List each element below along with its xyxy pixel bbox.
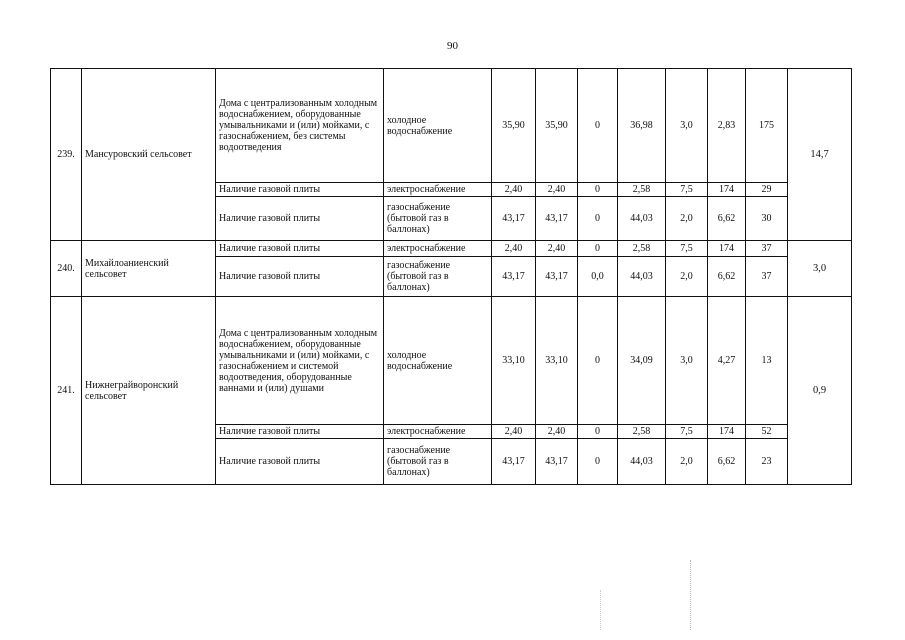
total-value: 14,7 [788,69,852,241]
value-cell: 23 [746,439,788,485]
service-type: электроснабжение [384,183,492,197]
value-cell: 52 [746,425,788,439]
value-cell: 2,40 [536,425,578,439]
table-row [51,241,852,257]
value-cell: 2,0 [666,197,708,241]
value-cell: 2,58 [618,183,666,197]
service-type: электроснабжение [384,241,492,257]
value-cell: 7,5 [666,425,708,439]
value-cell: 13 [746,297,788,425]
value-cell: 2,83 [708,69,746,183]
value-cell: 2,40 [492,241,536,257]
service-type: газоснабжение (бытовой газ в баллонах) [384,197,492,241]
value-cell: 0 [578,197,618,241]
value-cell: 0 [578,297,618,425]
housing-description: Наличие газовой плиты [216,257,384,297]
value-cell: 37 [746,241,788,257]
value-cell: 2,40 [536,241,578,257]
value-cell: 33,10 [492,297,536,425]
value-cell: 3,0 [666,69,708,183]
table-row [51,297,852,425]
service-type: холодное водоснабжение [384,297,492,425]
value-cell: 29 [746,183,788,197]
settlement-name: Мансуровский сельсовет [82,69,216,241]
value-cell: 43,17 [536,197,578,241]
row-number: 239. [51,69,82,241]
housing-description: Наличие газовой плиты [216,439,384,485]
table-row [51,69,852,183]
tariff-table [50,68,852,485]
service-type: электроснабжение [384,425,492,439]
value-cell: 44,03 [618,197,666,241]
row-number: 241. [51,297,82,485]
value-cell: 4,27 [708,297,746,425]
value-cell: 30 [746,197,788,241]
service-type: холодное водоснабжение [384,69,492,183]
value-cell: 43,17 [492,197,536,241]
row-number: 240. [51,241,82,297]
value-cell: 2,40 [492,425,536,439]
value-cell: 6,62 [708,439,746,485]
total-value: 0,9 [788,297,852,485]
settlement-name: Михайлоаниенский сельсовет [82,241,216,297]
value-cell: 43,17 [492,257,536,297]
value-cell: 0 [578,69,618,183]
scan-artifact [690,560,692,630]
value-cell: 2,0 [666,439,708,485]
value-cell: 2,40 [536,183,578,197]
value-cell: 174 [708,425,746,439]
value-cell: 0 [578,183,618,197]
value-cell: 33,10 [536,297,578,425]
value-cell: 43,17 [492,439,536,485]
housing-description: Наличие газовой плиты [216,425,384,439]
housing-description: Наличие газовой плиты [216,241,384,257]
value-cell: 35,90 [536,69,578,183]
value-cell: 43,17 [536,439,578,485]
value-cell: 2,58 [618,425,666,439]
value-cell: 43,17 [536,257,578,297]
value-cell: 2,40 [492,183,536,197]
value-cell: 3,0 [666,297,708,425]
value-cell: 0,0 [578,257,618,297]
value-cell: 36,98 [618,69,666,183]
value-cell: 6,62 [708,197,746,241]
value-cell: 0 [578,241,618,257]
value-cell: 44,03 [618,257,666,297]
value-cell: 174 [708,241,746,257]
scan-artifact [600,590,602,630]
value-cell: 34,09 [618,297,666,425]
page-number: 90 [447,40,458,52]
value-cell: 6,62 [708,257,746,297]
value-cell: 174 [708,183,746,197]
settlement-name: Нижнеграйворонский сельсовет [82,297,216,485]
value-cell: 0 [578,439,618,485]
service-type: газоснабжение (бытовой газ в баллонах) [384,439,492,485]
value-cell: 35,90 [492,69,536,183]
housing-description: Дома с централизованным холодным водоснабжением, оборудованные умывальниками и (или) мойками, с газоснабжением, без системы водоотведения [216,69,384,183]
housing-description: Наличие газовой плиты [216,183,384,197]
value-cell: 37 [746,257,788,297]
value-cell: 2,0 [666,257,708,297]
housing-description: Наличие газовой плиты [216,197,384,241]
value-cell: 44,03 [618,439,666,485]
value-cell: 7,5 [666,183,708,197]
value-cell: 175 [746,69,788,183]
value-cell: 2,58 [618,241,666,257]
total-value: 3,0 [788,241,852,297]
service-type: газоснабжение (бытовой газ в баллонах) [384,257,492,297]
value-cell: 0 [578,425,618,439]
value-cell: 7,5 [666,241,708,257]
housing-description: Дома с централизованным холодным водоснабжением, оборудованные умывальниками и (или) мойками, с газоснабжением и системой водоотведения, оборудованные ваннами и (или) душами [216,297,384,425]
